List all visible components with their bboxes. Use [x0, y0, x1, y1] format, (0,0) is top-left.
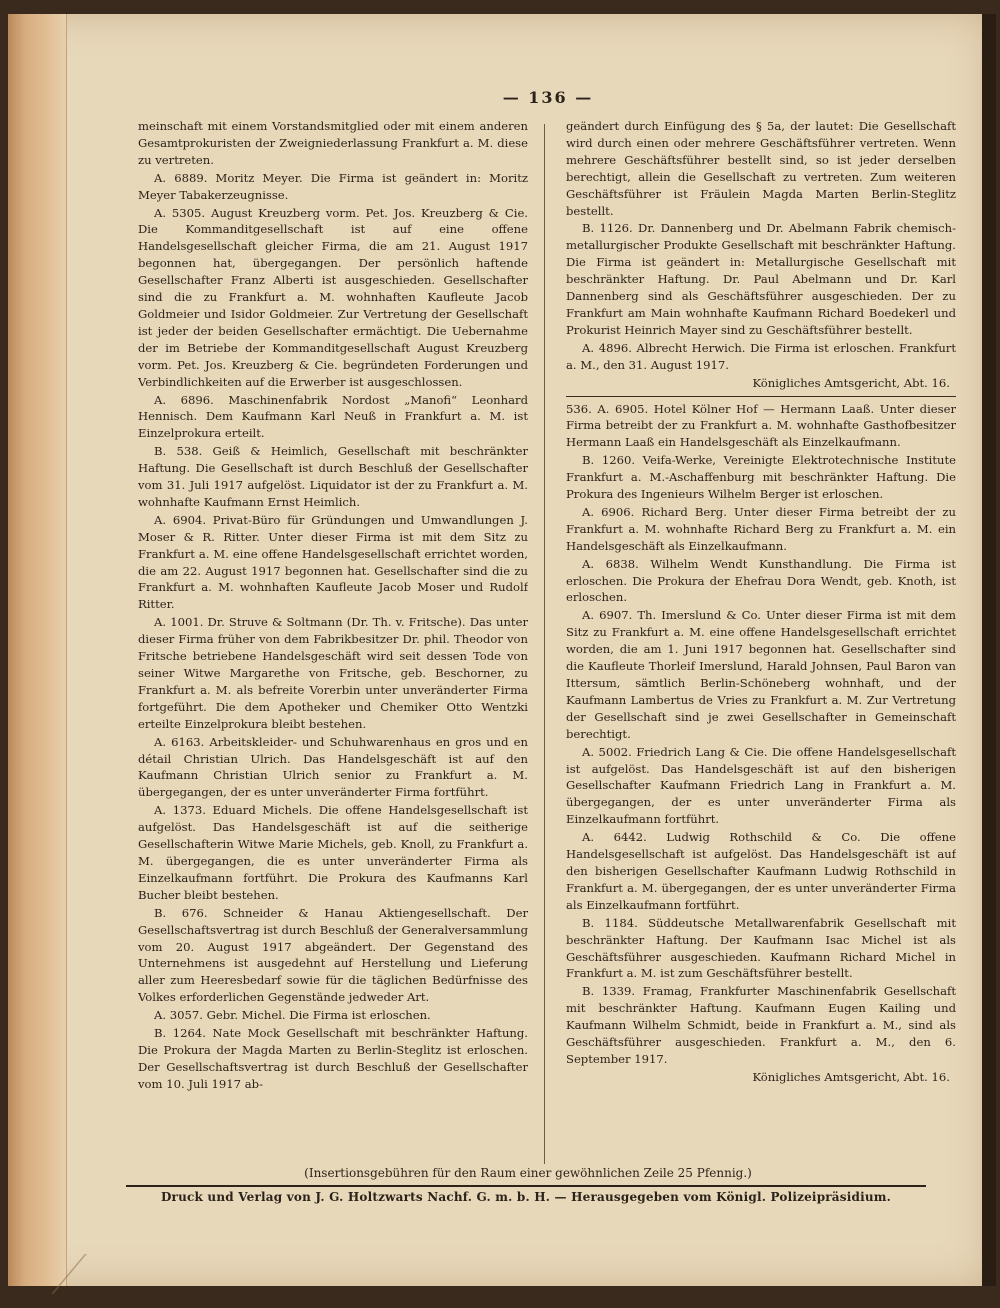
- register-entry: B. 1126. Dr. Dannenberg und Dr. Abelmann Fabrik chemisch-metallurgischer Produkte Gesellschaft mit beschränkter Haftung. Die Firma ist geändert in: Metallurgische Gesellschaft mit beschränkter Haftung. Dr. Paul Abelmann und Dr. Karl Dannenberg sind als Geschäftsführer ausgeschieden. Der zu Frankfurt am Main wohnhafte Kaufmann Richard Boedekerl und Prokurist Heinrich Mayer sind zu Geschäftsführer bestellt.: [566, 221, 956, 337]
- register-entry: A. 6906. Richard Berg. Unter dieser Firma betreibt der zu Frankfurt a. M. wohnhafte Richard Berg zu Frankfurt a. M. ein Handelsgeschäft als Einzelkaufmann.: [566, 504, 956, 553]
- register-entry: B. 1184. Süddeutsche Metallwarenfabrik Gesellschaft mit beschränkter Haftung. Der Kaufmann Isac Michel ist als Geschäftsführer ausgeschieden. Kaufmann Richard Michel in Frankfurt a. M. ist zum Geschäftsführer bestellt.: [566, 915, 956, 981]
- court-signature: Königliches Amtsgericht, Abt. 16.: [752, 1069, 950, 1084]
- register-entry: A. 6838. Wilhelm Wendt Kunsthandlung. Die Firma ist erloschen. Die Prokura der Ehefrau Dora Wendt, geb. Knoth, ist erloschen.: [566, 556, 956, 605]
- court-signature: Königliches Amtsgericht, Abt. 16.: [752, 375, 950, 390]
- register-entry: A. 6442. Ludwig Rothschild & Co. Die offene Handelsgesellschaft ist aufgelöst. Das Handelsgeschäft ist auf den bisherigen Gesellschafter Kaufmann Ludwig Rothschild in Frankfurt a. M. übergegangen, der es unter unveränderter Firma als Einzelkaufmann fortführt.: [566, 830, 956, 912]
- section-separator: [566, 396, 956, 397]
- register-entry: A. 4896. Albrecht Herwich. Die Firma ist erloschen. Frankfurt a. M., den 31. August 1917.: [566, 340, 956, 372]
- register-entry: B. 538. Geiß & Heimlich, Gesellschaft mit beschränkter Haftung. Die Gesellschaft ist durch Beschluß der Gesellschafter vom 31. Juli 1917 aufgelöst. Liquidator ist der zu Frankfurt a. M. wohnhafte Kaufmann Ernst Heimlich.: [138, 444, 528, 509]
- register-entry: A. 3057. Gebr. Michel. Die Firma ist erloschen.: [154, 1008, 431, 1023]
- register-entry: B. 1260. Veifa-Werke, Vereinigte Elektrotechnische Institute Frankfurt a. M.-Aschaffenburg mit beschränkter Haftung. Die Prokura des Ingenieurs Wilhelm Berger ist erloschen.: [566, 453, 956, 502]
- book-binding: [8, 14, 67, 1286]
- register-entry: A. 6896. Maschinenfabrik Nordost „Manofi“ Leonhard Hennisch. Dem Kaufmann Karl Neuß in Frankfurt a. M. ist Einzelprokura erteilt.: [138, 392, 528, 441]
- register-entry: 536. A. 6905. Hotel Kölner Hof — Hermann Laaß. Unter dieser Firma betreibt der zu Frankfurt a. M. wohnhafte Gasthofbesitzer Hermann Laaß ein Handelsgeschäft als Einzelkaufmann.: [566, 401, 956, 450]
- register-entry: A. 5002. Friedrich Lang & Cie. Die offene Handelsgesellschaft ist aufgelöst. Das Handelsgeschäft ist auf den bisherigen Gesellschafter Kaufmann Friedrich Lang in Frankfurt a. M. übergegangen, der es unter unveränderter Firma als Einzelkaufmann fortführt.: [566, 744, 956, 827]
- register-entry: A. 6904. Privat-Büro für Gründungen und Umwandlungen J. Moser & R. Ritter. Unter dieser Firma ist mit dem Sitz zu Frankfurt a. M. eine offene Handelsgesellschaft errichtet worden, die am 22. August 1917 begonnen hat. Gesellschafter sind die zu Frankfurt a. M. wohnhaften Kaufleute Jacob Moser und Rudolf Ritter.: [138, 512, 528, 612]
- publisher-footer: Druck und Verlag von J. G. Holtzwarts Nachf. G. m. b. H. — Herausgegeben vom Königl. Polizeipräsidium.: [160, 1190, 892, 1204]
- register-entry: A. 1373. Eduard Michels. Die offene Handelsgesellschaft ist aufgelöst. Das Handelsgeschäft ist auf die seitherige Gesellschafterin Witwe Marie Michels, geb. Knoll, zu Frankfurt a. M. übergegangen, die es unter unveränderter Firma als Einzelkaufmann fortführt. Die Prokura des Kaufmanns Karl Bucher bleibt bestehen.: [138, 803, 528, 902]
- register-entry: meinschaft mit einem Vorstandsmitglied oder mit einem anderen Gesamtprokuristen der Zweigniederlassung Frankfurt a. M. diese zu vertreten.: [138, 119, 528, 167]
- register-entry: geändert durch Einfügung des § 5a, der lautet: Die Gesellschaft wird durch einen oder mehrere Geschäftsführer vertreten. Wenn mehrere Geschäftsführer bestellt sind, so ist jeder derselben berechtigt, allein die Gesellschaft zu vertreten. Zum weiteren Geschäftsführer ist Fräulein Magda Marten Berlin-Steglitz bestellt.: [566, 119, 956, 218]
- column-divider: [544, 124, 545, 1164]
- register-entry: B. 1339. Framag, Frankfurter Maschinenfabrik Gesellschaft mit beschränkter Haftung. Kaufmann Eugen Kailing und Kaufmann Wilhelm Schmidt, beide in Frankfurt a. M., sind als Geschäftsführer ausgeschieden. Frankfurt a. M., den 6. September 1917.: [566, 984, 956, 1066]
- register-entry: B. 676. Schneider & Hanau Aktiengesellschaft. Der Gesellschaftsvertrag ist durch Beschluß der Generalversammlung vom 20. August 1917 abgeändert. Der Gegenstand des Unternehmens ist ausgedehnt auf Herstellung und Lieferung aller zum Heeresbedarf sowie für die täglichen Bedürfnisse des Volkes erforderlichen Gegenstände jedweder Art.: [138, 905, 528, 1005]
- register-entry: A. 6907. Th. Imerslund & Co. Unter dieser Firma ist mit dem Sitz zu Frankfurt a. M. eine offene Handelsgesellschaft errichtet worden, die am 1. Juni 1917 begonnen hat. Gesellschafter sind die Kaufleute Thorleif Imerslund, Harald Johnsen, Paul Baron van Ittersum, sämtlich Berlin-Schöneberg wohnhaft, und der Kaufmann Lambertus de Vries zu Frankfurt a. M. Zur Vertretung der Gesellschaft sind je zwei Gesellschafter in Gemeinschaft berechtigt.: [566, 608, 956, 741]
- right-column: [566, 118, 956, 1166]
- left-column: [138, 118, 528, 1166]
- register-entry: A. 6163. Arbeitskleider- und Schuhwarenhaus en gros und en détail Christian Ulrich. Das Handelsgeschäft ist auf den Kaufmann Christian Ulrich senior zu Frankfurt a. M. übergegangen, der es unter unveränderter Firma fortführt.: [138, 734, 528, 800]
- register-entry: B. 1264. Nate Mock Gesellschaft mit beschränkter Haftung. Die Prokura der Magda Marten zu Berlin-Steglitz ist erloschen. Der Gesellschaftsvertrag ist durch Beschluß der Gesellschafter vom 10. Juli 1917 ab-: [138, 1026, 528, 1091]
- footer-rule: [126, 1185, 926, 1187]
- register-entry: A. 5305. August Kreuzberg vorm. Pet. Jos. Kreuzberg & Cie. Die Kommanditgesellschaft ist auf eine offene Handelsgesellschaft gleicher Firma, die am 21. August 1917 begonnen hat, übergegangen. Der persönlich haftende Gesellschafter Franz Alberti ist ausgeschieden. Gesellschafter sind die zu Frankfurt a. M. wohnhaften Kaufleute Jacob Goldmeier und Isidor Goldmeier. Zur Vertretung der Gesellschaft ist jeder der beiden Gesellschafter ermächtigt. Die Uebernahme der im Betriebe der Kommanditgesellschaft August Kreuzberg vorm. Pet. Jos. Kreuzberg & Cie. begründeten Forderungen und Verbindlichkeiten auf die Erwerber ist ausgeschlossen.: [138, 205, 528, 389]
- register-entry: A. 1001. Dr. Struve & Soltmann (Dr. Th. v. Fritsche). Das unter dieser Firma früher von dem Fabrikbesitzer Dr. phil. Theodor von Fritsche betriebene Handelsgeschäft wird seit dessen Tode von seiner Witwe Margarethe von Fritsche, geb. Beschorner, zu Frankfurt a. M. als befreite Vorerbin unter unveränderter Firma fortgeführt. Die dem Apotheker und Chemiker Otto Wentzki erteilte Einzelprokura bleibt bestehen.: [138, 615, 528, 731]
- page-edge: [982, 14, 996, 1286]
- document-page: [8, 14, 988, 1286]
- page-number: — 136 —: [502, 88, 594, 107]
- insertion-fee-notice: (Insertionsgebühren für den Raum einer gewöhnlichen Zeile 25 Pfennig.): [304, 1166, 752, 1180]
- register-entry: A. 6889. Moritz Meyer. Die Firma ist geändert in: Moritz Meyer Tabakerzeugnisse.: [138, 170, 528, 202]
